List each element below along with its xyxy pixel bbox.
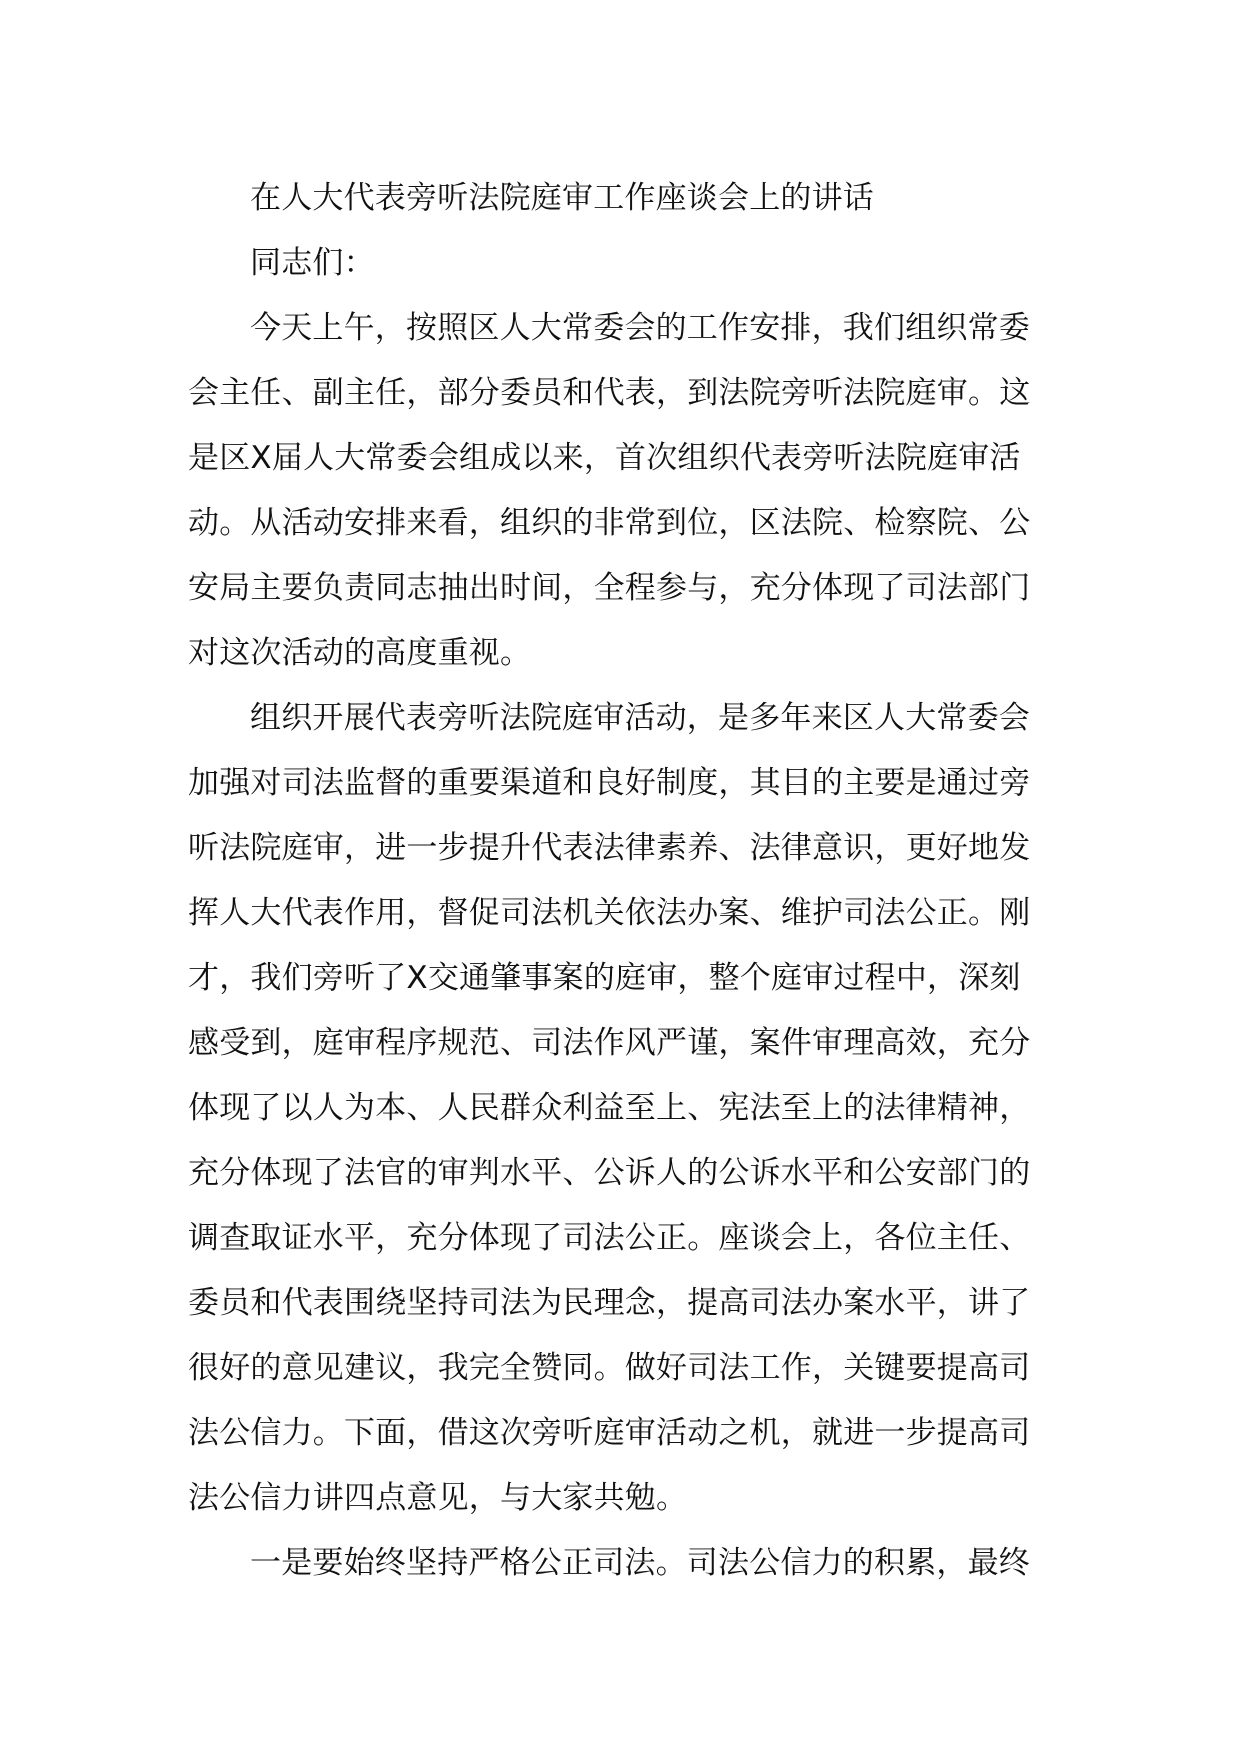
paragraph-2-line-8: 充分体现了法官的审判水平、公诉人的公诉水平和公安部门的 [188,1155,1031,1191]
paragraph-3-line-1: 一是要始终坚持严格公正司法。司法公信力的积累，最终 [250,1545,1030,1581]
document-title: 在人大代表旁听法院庭审工作座谈会上的讲话 [250,180,874,216]
paragraph-1-line-2: 会主任、副主任，部分委员和代表，到法院旁听法院庭审。这 [188,375,1031,411]
paragraph-1-line-3: 是区X届人大常委会组成以来，首次组织代表旁听法院庭审活 [188,440,1021,476]
paragraph-2-line-5: 才，我们旁听了X交通肇事案的庭审，整个庭审过程中，深刻 [188,960,1021,996]
document-body [188,166,1058,1596]
paragraph-2-line-7: 体现了以人为本、人民群众利益至上、宪法至上的法律精神， [188,1090,1031,1126]
paragraph-2-line-1: 组织开展代表旁听法院庭审活动，是多年来区人大常委会 [250,700,1030,736]
paragraph-2-line-3: 听法院庭审，进一步提升代表法律素养、法律意识，更好地发 [188,830,1031,866]
paragraph-2-line-13: 法公信力讲四点意见，与大家共勉。 [188,1480,688,1516]
paragraph-2-line-12: 法公信力。下面，借这次旁听庭审活动之机，就进一步提高司 [188,1415,1031,1451]
paragraph-1-line-6: 对这次活动的高度重视。 [188,635,532,671]
paragraph-2-line-9: 调查取证水平，充分体现了司法公正。座谈会上，各位主任、 [188,1220,1031,1256]
paragraph-2-line-6: 感受到，庭审程序规范、司法作风严谨，案件审理高效，充分 [188,1025,1031,1061]
paragraph-2-line-10: 委员和代表围绕坚持司法为民理念，提高司法办案水平，讲了 [188,1285,1031,1321]
paragraph-2-line-2: 加强对司法监督的重要渠道和良好制度，其目的主要是通过旁 [188,765,1031,801]
salutation: 同志们： [250,245,375,281]
paragraph-1-line-4: 动。从活动安排来看，组织的非常到位，区法院、检察院、公 [188,505,1031,541]
paragraph-2-line-4: 挥人大代表作用，督促司法机关依法办案、维护司法公正。刚 [188,895,1031,931]
paragraph-2-line-11: 很好的意见建议，我完全赞同。做好司法工作，关键要提高司 [188,1350,1031,1386]
paragraph-1-line-5: 安局主要负责同志抽出时间，全程参与，充分体现了司法部门 [188,570,1031,606]
paragraph-1-line-1: 今天上午，按照区人大常委会的工作安排，我们组织常委 [250,310,1030,346]
